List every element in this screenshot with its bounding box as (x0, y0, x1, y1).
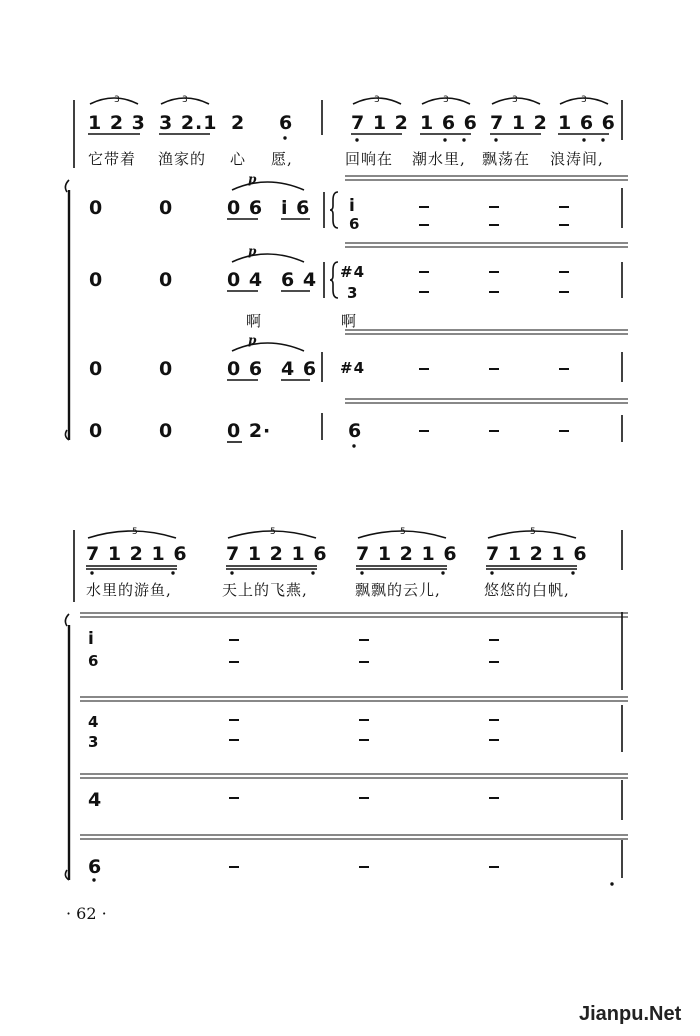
melody-note-group: 7 1 2 1 6 (226, 543, 328, 565)
melody-note-group: 7 1 2 1 6 (356, 543, 458, 565)
octave-dot (230, 571, 233, 574)
voice-note: 0 2· (227, 420, 272, 442)
chord-top: #4 (340, 263, 366, 281)
lyric: 悠悠的白帆, (484, 581, 570, 599)
rest: 0 (159, 269, 174, 291)
slur (90, 98, 138, 104)
melody-note-group: 1 6 6 (558, 112, 616, 134)
chord-brace (330, 192, 338, 228)
melody-note-group: 1 2 3 (88, 112, 146, 134)
melody-note: 6 (279, 112, 294, 134)
octave-dot (360, 571, 363, 574)
triplet-mark: 3 (182, 95, 188, 105)
octave-dot (494, 138, 497, 141)
octave-dot (571, 571, 574, 574)
chord-bottom: 3 (88, 733, 100, 751)
octave-dot (601, 138, 604, 141)
lyric: 水里的游鱼, (86, 581, 172, 599)
chord-brace (330, 262, 338, 298)
chord-top: 4 (88, 789, 103, 811)
voice-note: 0 6 (227, 358, 264, 380)
slur (422, 98, 470, 104)
lyric: 愿, (271, 150, 293, 168)
dynamic-mark: p (248, 172, 257, 186)
lyric: 啊 (341, 312, 358, 330)
slur (358, 531, 446, 538)
octave-dot (490, 571, 493, 574)
triplet-mark: 3 (443, 95, 449, 105)
rest: 0 (89, 420, 104, 442)
lyric: 天上的飞燕, (222, 581, 308, 599)
lyric: 浪涛间, (550, 150, 604, 168)
octave-dot (462, 138, 465, 141)
melody-note-group: 7 1 2 1 6 (486, 543, 588, 565)
slur (232, 182, 304, 190)
octave-dot (610, 882, 613, 885)
octave-dot (90, 571, 93, 574)
triplet-mark: 3 (581, 95, 587, 105)
chord-bottom: 3 (347, 284, 359, 302)
triplet-mark: 3 (374, 95, 380, 105)
lyric: 回响在 (345, 150, 394, 168)
watermark: Jianpu.Net (579, 1003, 682, 1025)
octave-dot (92, 878, 95, 881)
rest: 0 (89, 358, 104, 380)
rest: 0 (159, 420, 174, 442)
melody-note-group: 7 1 2 (490, 112, 548, 134)
slur (232, 343, 304, 351)
octave-dot (355, 138, 358, 141)
quintuplet-mark: 5 (270, 527, 276, 537)
chord-top: i (88, 629, 95, 649)
voice-note: 0 4 (227, 269, 264, 291)
slur (232, 254, 304, 262)
octave-dot (311, 571, 314, 574)
quintuplet-mark: 5 (530, 527, 536, 537)
chord-bottom: 6 (88, 652, 100, 670)
triplet-mark: 3 (114, 95, 120, 105)
dynamic-mark: p (248, 333, 257, 347)
slur (228, 531, 316, 538)
page-number: · 62 · (66, 904, 107, 923)
lyric: 心 (230, 150, 247, 168)
lyric: 啊 (246, 312, 263, 330)
chord-top: 4 (88, 713, 100, 731)
chord-bottom: 6 (349, 215, 361, 233)
slur (161, 98, 209, 104)
chord-top: 6 (348, 420, 363, 442)
octave-dot (283, 136, 286, 139)
voice-note: i 6 (281, 197, 311, 219)
lyric: 飘荡在 (482, 150, 531, 168)
octave-dot (443, 138, 446, 141)
melody-note: 2 (231, 112, 246, 134)
dynamic-mark: p (248, 244, 257, 258)
slur (492, 98, 540, 104)
voice-note: 4 6 (281, 358, 318, 380)
melody-note-group: 7 1 2 (351, 112, 409, 134)
slur (488, 531, 576, 538)
melody-note-group: 3 2.1 (159, 112, 218, 134)
slur (88, 531, 176, 538)
lyric: 飘飘的云儿, (355, 581, 441, 599)
octave-dot (352, 444, 355, 447)
chord-top: 6 (88, 856, 103, 878)
quintuplet-mark: 5 (132, 527, 138, 537)
lyric: 它带着 (88, 150, 137, 168)
rest: 0 (89, 197, 104, 219)
rest: 0 (159, 197, 174, 219)
rest: 0 (89, 269, 104, 291)
quintuplet-mark: 5 (400, 527, 406, 537)
voice-note: 0 6 (227, 197, 264, 219)
brace-hook (65, 614, 69, 626)
melody-note-group: 1 6 6 (420, 112, 478, 134)
rest: 0 (159, 358, 174, 380)
voice-note: 6 4 (281, 269, 318, 291)
octave-dot (582, 138, 585, 141)
octave-dot (171, 571, 174, 574)
lyric: 潮水里, (412, 150, 466, 168)
octave-dot (441, 571, 444, 574)
chord-top: #4 (340, 359, 366, 377)
melody-note-group: 7 1 2 1 6 (86, 543, 188, 565)
chord-top: i (349, 196, 356, 216)
triplet-mark: 3 (512, 95, 518, 105)
slur (353, 98, 401, 104)
lyric: 渔家的 (158, 150, 207, 168)
slur (560, 98, 608, 104)
